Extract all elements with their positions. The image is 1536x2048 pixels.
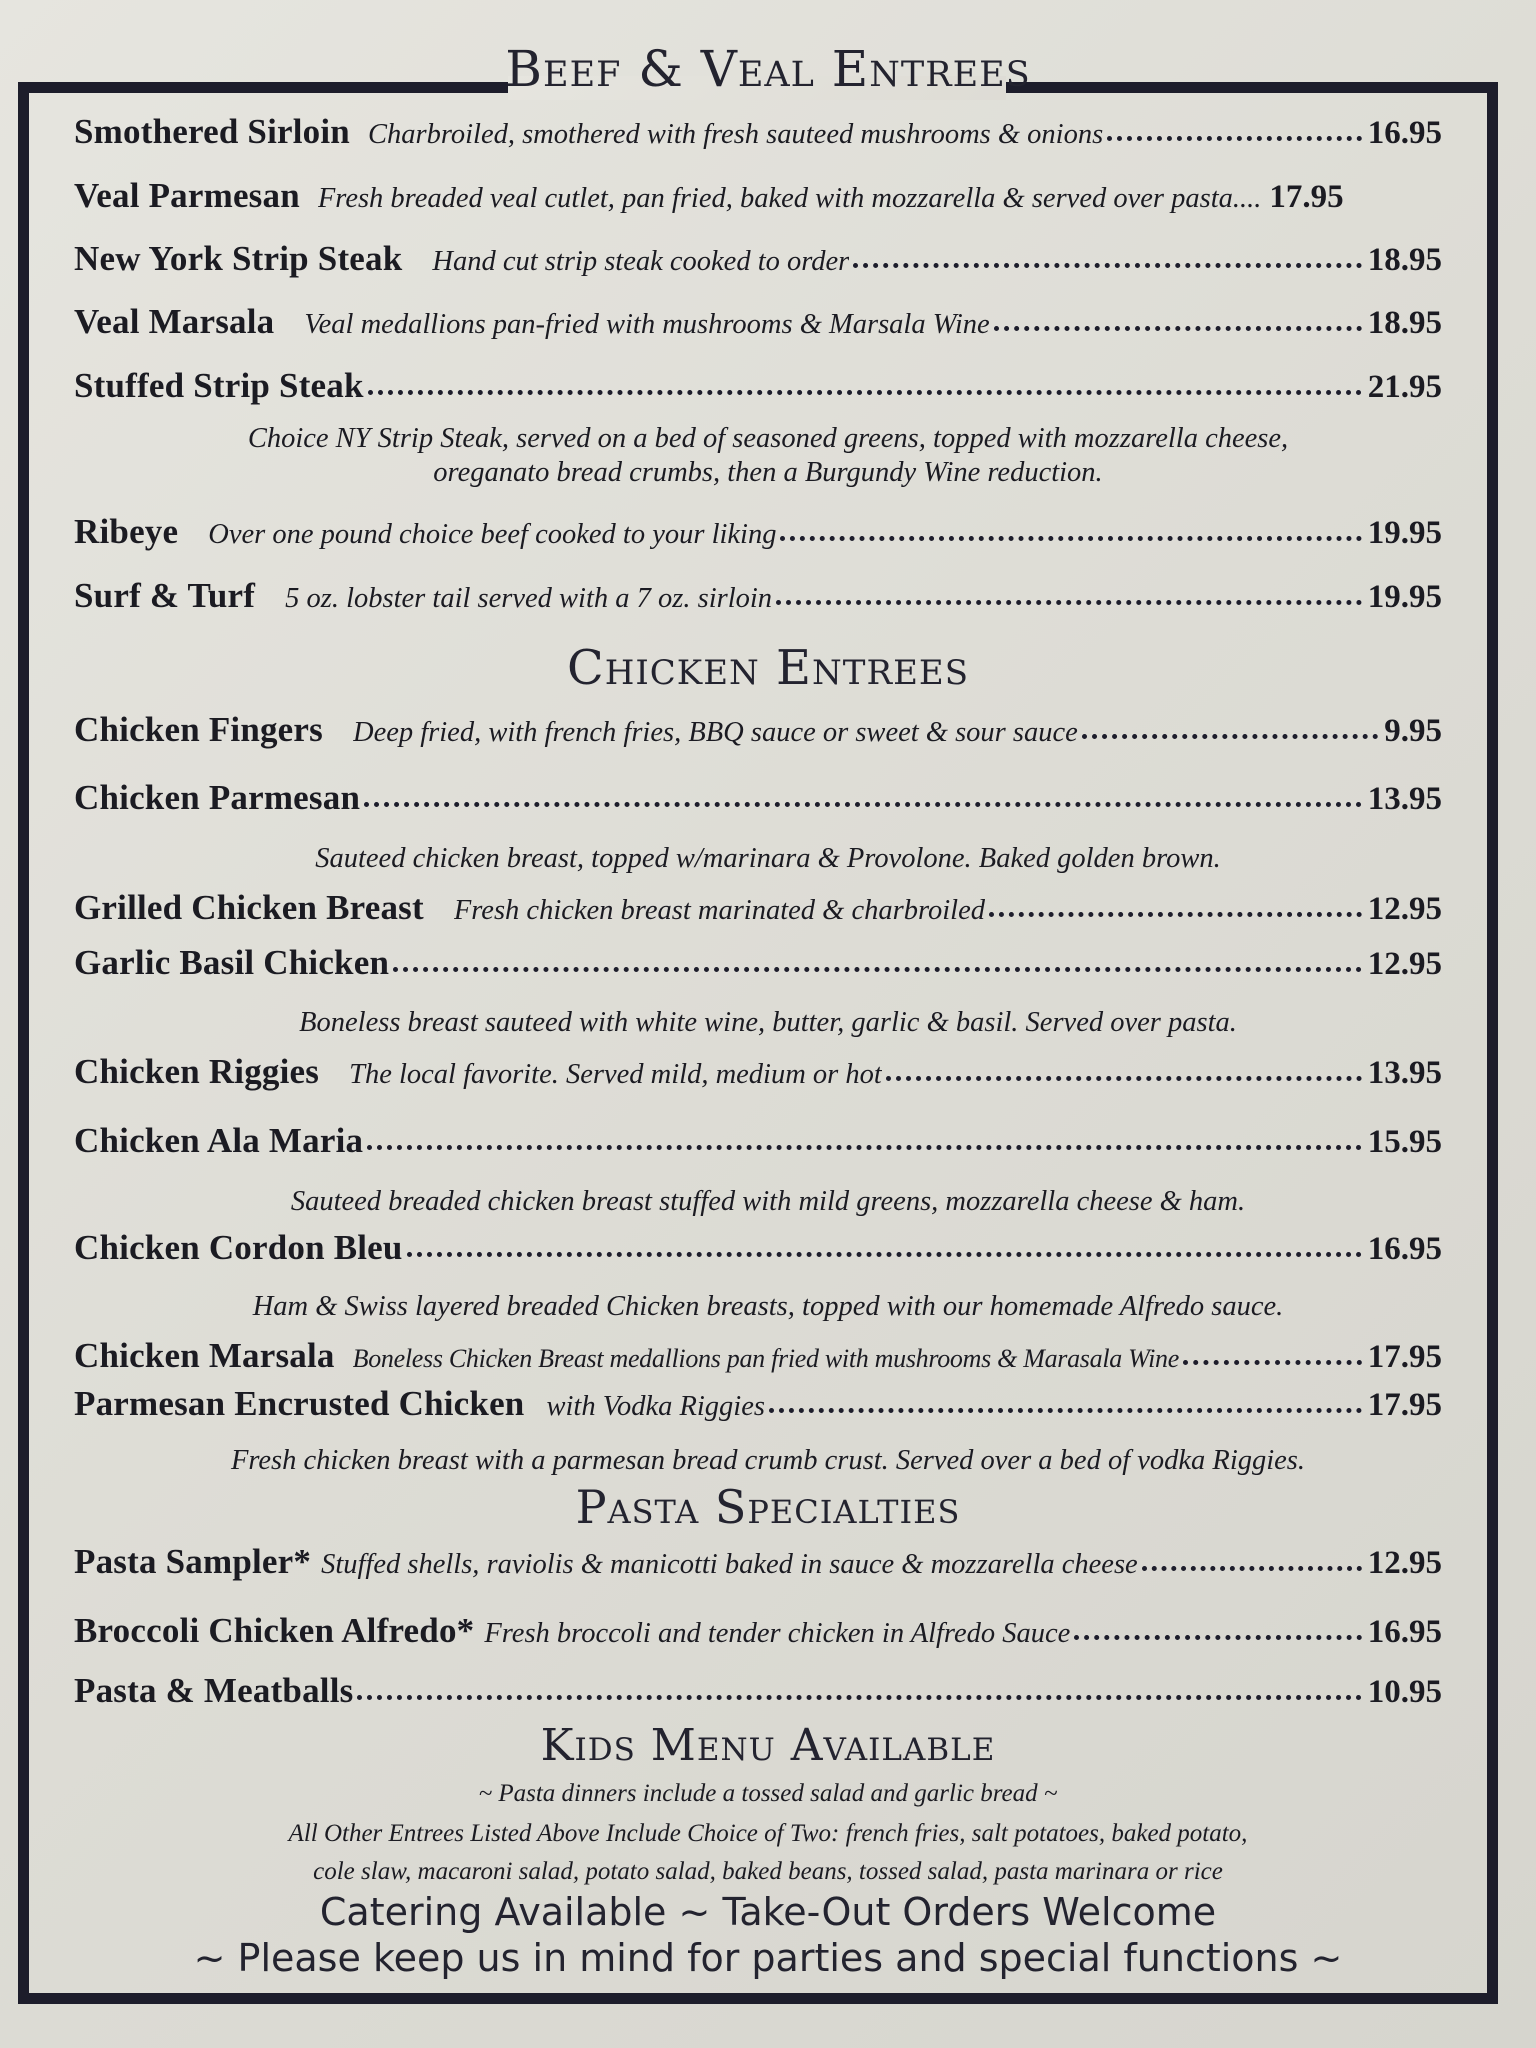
menu-item [74,1052,1442,1092]
item-price: 17.95 [1367,1339,1442,1375]
item-name: Pasta & Meatballs [74,1671,354,1710]
item-description: Stuffed shells, raviolis & manicotti baked in sauce & mozzarella cheese [321,1549,1138,1580]
dot-leader [357,1694,1361,1700]
menu-item [74,1228,1442,1268]
item-price: 13.95 [1367,1055,1442,1091]
item-price: 19.95 [1367,579,1442,615]
item-name: Veal Marsala [74,302,275,341]
item-description: 5 oz. lobster tail served with a 7 oz. sirloin [285,583,773,614]
dot-leader [769,1407,1362,1413]
dot-leader [368,389,1362,395]
item-name: Chicken Parmesan [74,778,361,817]
section-heading-chicken: Chicken Entrees [566,640,970,696]
menu-item [74,1384,1442,1424]
menu-item [74,778,1442,818]
dot-leader [367,1144,1362,1150]
item-description: with Vodka Riggies [546,1391,765,1422]
item-price: 12.95 [1367,1545,1442,1581]
section-heading-beef: Beef & Veal Entrees [505,40,1031,98]
item-name: Chicken Riggies [74,1052,320,1091]
sides-note-line: All Other Entrees Listed Above Include Choice of Two: french fries, salt potatoes, baked potato, [288,1820,1248,1847]
item-note-line: Fresh chicken breast with a parmesan bread crumb crust. Served over a bed of vodka Riggies. [230,1445,1306,1476]
menu-item [74,512,1442,552]
section-heading-pasta: Pasta Specialties [575,1480,961,1534]
item-name: Smothered Sirloin [74,112,350,151]
menu-item [74,1542,1442,1582]
parties-line: ~ Please keep us in mind for parties and special functions ~ [193,1936,1343,1980]
dot-leader [886,1075,1362,1081]
item-name: Chicken Fingers [74,710,323,749]
item-description: The local favorite. Served mild, medium or hot [349,1059,882,1090]
menu-item [74,710,1442,750]
item-price: 16.95 [1367,1231,1442,1267]
item-name: Surf & Turf [74,576,256,615]
item-note-line: oreganato bread crumbs, then a Burgundy Wine reduction. [433,457,1103,488]
menu-item [74,888,1442,928]
item-description: Fresh chicken breast marinated & charbroiled [453,895,985,926]
item-note-line: Boneless breast sauteed with white wine, butter, garlic & basil. Served over pasta. [299,1007,1237,1038]
item-price: 16.95 [1367,1614,1442,1650]
dot-leader [1107,135,1362,141]
item-name: Ribeye [74,512,179,551]
dot-leader [1183,1359,1362,1365]
dot-leader [776,599,1362,605]
dot-leader [1074,1634,1361,1640]
dot-leader [393,966,1362,972]
menu-item [74,112,1442,152]
item-description: Boneless Chicken Breast medallions pan fried with mushrooms & Marasala Wine [352,1344,1179,1373]
pasta-dinner-note: ~ Pasta dinners include a tossed salad and garlic bread ~ [478,1780,1058,1807]
menu-item [74,302,1442,342]
menu-item [74,366,1442,406]
item-name: Chicken Cordon Bleu [74,1228,403,1267]
item-description: Veal medallions pan-fried with mushrooms & Marsala Wine [304,309,990,340]
dot-leader [853,262,1361,268]
menu-item [74,239,1442,279]
item-price: 19.95 [1367,515,1442,551]
item-name: Pasta Sampler* [74,1542,312,1581]
kids-menu-heading: Kids Menu Available [540,1720,996,1771]
item-price: 17.95 [1367,1387,1442,1423]
item-description: Hand cut strip steak cooked to order [432,246,850,277]
menu-item [74,576,1442,616]
sides-note-line: cole slaw, macaroni salad, potato salad, baked beans, tossed salad, pasta marinara or rice [313,1858,1223,1885]
item-name: Garlic Basil Chicken [74,943,390,982]
item-description: Deep fried, with french fries, BBQ sauce or sweet & sour sauce [352,717,1078,748]
item-note-line: Ham & Swiss layered breaded Chicken breasts, topped with our homemade Alfredo sauce. [252,1291,1284,1322]
item-note-line: Sauteed chicken breast, topped w/marinara & Provolone. Baked golden brown. [315,843,1221,874]
dot-leader [780,535,1361,541]
dot-leader [407,1251,1362,1257]
item-name: Grilled Chicken Breast [74,888,424,927]
menu-item [74,1121,1442,1161]
item-name: Parmesan Encrusted Chicken [74,1384,525,1423]
item-price: 18.95 [1367,242,1442,278]
dot-leader [1082,733,1378,739]
item-note-line: Choice NY Strip Steak, served on a bed of seasoned greens, topped with mozzarella cheese, [247,423,1289,454]
item-price: 12.95 [1367,946,1442,982]
item-price: 12.95 [1367,891,1442,927]
menu-item [74,176,1442,216]
item-price: 13.95 [1367,781,1442,817]
item-name: Veal Parmesan [74,176,300,215]
item-price: 15.95 [1367,1124,1442,1160]
item-price: 9.95 [1384,713,1442,749]
item-name: Chicken Ala Maria [74,1121,364,1160]
dot-leader [989,911,1362,917]
item-price: 18.95 [1367,305,1442,341]
item-price: 16.95 [1367,115,1442,151]
item-name: Chicken Marsala [74,1336,335,1375]
item-description: Fresh broccoli and tender chicken in Alfredo Sauce [484,1618,1071,1649]
item-note-line: Sauteed breaded chicken breast stuffed with mild greens, mozzarella cheese & ham. [290,1186,1246,1217]
menu-item [74,1336,1442,1376]
item-price: 17.95 [1269,179,1344,215]
dot-leader [364,801,1362,807]
menu-item [74,943,1442,983]
dot-leader [994,325,1362,331]
item-description: Fresh breaded veal cutlet, pan fried, baked with mozzarella & served over pasta.... [317,183,1262,214]
dot-leader [1142,1565,1362,1571]
catering-line: Catering Available ~ Take-Out Orders Welcome [319,1890,1217,1934]
item-name: Broccoli Chicken Alfredo* [74,1611,475,1650]
item-name: Stuffed Strip Steak [74,366,364,405]
item-description: Over one pound choice beef cooked to your liking [208,519,777,550]
item-price: 21.95 [1367,369,1442,405]
item-name: New York Strip Steak [74,239,403,278]
item-price: 10.95 [1367,1674,1442,1710]
item-description: Charbroiled, smothered with fresh sauteed mushrooms & onions [367,119,1104,150]
menu-item [74,1611,1442,1651]
menu-item [74,1671,1442,1711]
